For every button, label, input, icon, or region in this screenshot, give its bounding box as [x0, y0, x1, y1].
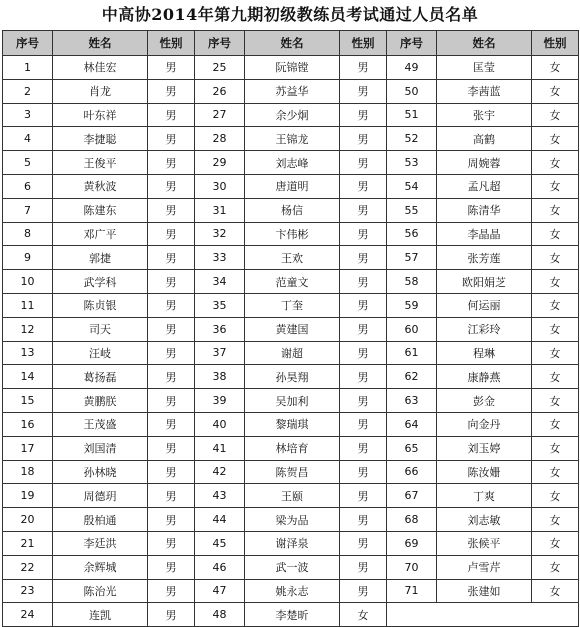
cell-name: 黄鹏朕	[53, 389, 148, 413]
cell-seq: 22	[3, 555, 53, 579]
cell-gender: 男	[148, 460, 195, 484]
cell-gender: 女	[532, 56, 579, 80]
cell-seq: 67	[387, 484, 437, 508]
cell-name: 邓广平	[53, 222, 148, 246]
cell-name: 武学科	[53, 270, 148, 294]
cell-name: 郭捷	[53, 246, 148, 270]
cell-gender: 女	[532, 579, 579, 603]
table-row	[3, 79, 579, 103]
cell-seq: 59	[387, 293, 437, 317]
table-row	[3, 603, 579, 627]
cell-seq: 2	[3, 79, 53, 103]
table-row	[3, 460, 579, 484]
cell-seq: 32	[195, 222, 245, 246]
cell-seq: 49	[387, 56, 437, 80]
cell-gender: 男	[340, 127, 387, 151]
cell-seq: 31	[195, 198, 245, 222]
cell-gender: 女	[532, 127, 579, 151]
cell-name: 王欢	[245, 246, 340, 270]
cell-name: 周婉蓉	[437, 151, 532, 175]
table-row	[3, 412, 579, 436]
cell-gender: 男	[148, 531, 195, 555]
cell-name: 司天	[53, 317, 148, 341]
cell-gender: 女	[532, 365, 579, 389]
cell-gender: 男	[148, 270, 195, 294]
cell-name: 陈汝姗	[437, 460, 532, 484]
cell-name: 李晶晶	[437, 222, 532, 246]
cell-gender: 男	[148, 365, 195, 389]
header-name: 姓名	[53, 31, 148, 56]
cell-name: 姚永志	[245, 579, 340, 603]
cell-seq: 60	[387, 317, 437, 341]
cell-seq: 28	[195, 127, 245, 151]
cell-gender: 女	[532, 222, 579, 246]
cell-gender: 男	[340, 293, 387, 317]
cell-gender: 男	[340, 56, 387, 80]
table-row	[3, 365, 579, 389]
cell-seq: 19	[3, 484, 53, 508]
cell-name: 汪岐	[53, 341, 148, 365]
cell-seq: 29	[195, 151, 245, 175]
cell-name: 苏益华	[245, 79, 340, 103]
table-row	[3, 222, 579, 246]
cell-name: 康静燕	[437, 365, 532, 389]
cell-seq: 21	[3, 531, 53, 555]
cell-gender: 男	[340, 508, 387, 532]
cell-gender: 女	[532, 79, 579, 103]
cell-seq: 45	[195, 531, 245, 555]
cell-seq: 54	[387, 174, 437, 198]
cell-seq: 46	[195, 555, 245, 579]
table-row	[3, 127, 579, 151]
table-row	[3, 508, 579, 532]
cell-gender: 女	[532, 508, 579, 532]
cell-gender: 男	[148, 555, 195, 579]
cell-gender: 男	[340, 151, 387, 175]
cell-gender: 男	[340, 341, 387, 365]
cell-gender: 男	[148, 579, 195, 603]
cell-name: 黎瑞琪	[245, 412, 340, 436]
table-row	[3, 293, 579, 317]
roster-table	[2, 30, 579, 627]
cell-gender: 男	[148, 127, 195, 151]
cell-seq: 68	[387, 508, 437, 532]
cell-name: 李茜蓝	[437, 79, 532, 103]
table-row	[3, 103, 579, 127]
cell-seq: 24	[3, 603, 53, 627]
cell-name: 武一波	[245, 555, 340, 579]
cell-name: 陈治光	[53, 579, 148, 603]
cell-gender: 女	[532, 412, 579, 436]
cell-gender: 男	[148, 246, 195, 270]
cell-seq: 9	[3, 246, 53, 270]
cell-gender: 女	[532, 389, 579, 413]
cell-name: 黄秋波	[53, 174, 148, 198]
header-row	[3, 31, 579, 56]
cell-gender: 男	[148, 341, 195, 365]
cell-name: 刘国清	[53, 436, 148, 460]
cell-name: 叶东祥	[53, 103, 148, 127]
cell-name: 葛扬磊	[53, 365, 148, 389]
cell-seq: 12	[3, 317, 53, 341]
cell-name: 彭金	[437, 389, 532, 413]
cell-gender: 女	[532, 436, 579, 460]
table-row	[3, 341, 579, 365]
table-row	[3, 484, 579, 508]
cell-gender: 男	[148, 508, 195, 532]
cell-name: 唐道明	[245, 174, 340, 198]
cell-gender: 男	[340, 365, 387, 389]
cell-seq: 35	[195, 293, 245, 317]
cell-seq: 8	[3, 222, 53, 246]
cell-gender: 男	[148, 389, 195, 413]
header-gender: 性别	[532, 31, 579, 56]
cell-gender: 男	[148, 317, 195, 341]
cell-name: 卢雪芹	[437, 555, 532, 579]
cell-name: 余辉城	[53, 555, 148, 579]
cell-name: 向金丹	[437, 412, 532, 436]
cell-seq: 33	[195, 246, 245, 270]
cell-name: 余少炯	[245, 103, 340, 127]
cell-name: 杨信	[245, 198, 340, 222]
cell-name: 孟凡超	[437, 174, 532, 198]
cell-seq: 6	[3, 174, 53, 198]
cell-name: 欧阳娟芝	[437, 270, 532, 294]
cell-gender: 女	[532, 341, 579, 365]
cell-name: 匡莹	[437, 56, 532, 80]
cell-gender: 男	[148, 79, 195, 103]
cell-name: 李廷洪	[53, 531, 148, 555]
header-seq: 序号	[387, 31, 437, 56]
cell-gender: 男	[148, 198, 195, 222]
table-row	[3, 389, 579, 413]
header-gender: 性别	[340, 31, 387, 56]
cell-gender: 男	[148, 174, 195, 198]
cell-seq: 41	[195, 436, 245, 460]
cell-seq: 53	[387, 151, 437, 175]
cell-seq: 27	[195, 103, 245, 127]
table-row	[3, 317, 579, 341]
cell-seq: 13	[3, 341, 53, 365]
cell-seq: 7	[3, 198, 53, 222]
cell-name: 王锦龙	[245, 127, 340, 151]
cell-gender: 男	[148, 412, 195, 436]
cell-seq: 48	[195, 603, 245, 627]
cell-gender: 男	[340, 460, 387, 484]
cell-seq: 39	[195, 389, 245, 413]
cell-name: 张芳莲	[437, 246, 532, 270]
cell-gender: 男	[148, 603, 195, 627]
cell-seq: 51	[387, 103, 437, 127]
page-title: 中高协2014年第九期初级教练员考试通过人员名单	[101, 5, 479, 24]
cell-gender: 男	[340, 317, 387, 341]
cell-name: 卞伟彬	[245, 222, 340, 246]
cell-name: 陈建东	[53, 198, 148, 222]
cell-seq: 23	[3, 579, 53, 603]
cell-name: 王颐	[245, 484, 340, 508]
cell-seq: 42	[195, 460, 245, 484]
cell-name: 张建如	[437, 579, 532, 603]
cell-name: 林佳宏	[53, 56, 148, 80]
cell-gender: 男	[340, 222, 387, 246]
cell-name: 张宇	[437, 103, 532, 127]
cell-seq: 70	[387, 555, 437, 579]
cell-seq: 43	[195, 484, 245, 508]
cell-gender: 男	[340, 270, 387, 294]
cell-gender: 男	[340, 484, 387, 508]
cell-seq: 16	[3, 412, 53, 436]
cell-seq: 50	[387, 79, 437, 103]
cell-gender: 女	[532, 460, 579, 484]
cell-seq: 15	[3, 389, 53, 413]
cell-name: 陈清华	[437, 198, 532, 222]
cell-gender: 男	[148, 293, 195, 317]
cell-seq: 57	[387, 246, 437, 270]
cell-seq: 5	[3, 151, 53, 175]
cell-name: 高鹤	[437, 127, 532, 151]
cell-name: 黄建国	[245, 317, 340, 341]
cell-seq: 52	[387, 127, 437, 151]
table-row	[3, 579, 579, 603]
cell-gender: 女	[340, 603, 387, 627]
header-seq: 序号	[3, 31, 53, 56]
cell-seq: 1	[3, 56, 53, 80]
cell-name: 张候平	[437, 531, 532, 555]
cell-seq: 47	[195, 579, 245, 603]
cell-name: 何运丽	[437, 293, 532, 317]
table-row	[3, 531, 579, 555]
cell-seq: 25	[195, 56, 245, 80]
cell-name: 丁爽	[437, 484, 532, 508]
cell-seq: 38	[195, 365, 245, 389]
cell-seq: 11	[3, 293, 53, 317]
cell-name: 李捷聪	[53, 127, 148, 151]
cell-seq: 58	[387, 270, 437, 294]
cell-name: 吴加利	[245, 389, 340, 413]
cell-name: 梁为品	[245, 508, 340, 532]
cell-gender: 男	[340, 103, 387, 127]
table-row	[3, 174, 579, 198]
cell-gender: 男	[148, 56, 195, 80]
cell-gender: 女	[532, 531, 579, 555]
cell-name: 孙昊翔	[245, 365, 340, 389]
cell-name: 程琳	[437, 341, 532, 365]
cell-gender: 女	[532, 246, 579, 270]
cell-name: 陈贺昌	[245, 460, 340, 484]
cell-gender: 男	[148, 222, 195, 246]
cell-seq: 55	[387, 198, 437, 222]
cell-name: 刘玉婷	[437, 436, 532, 460]
header-seq: 序号	[195, 31, 245, 56]
cell-name: 王俊平	[53, 151, 148, 175]
cell-gender: 男	[340, 389, 387, 413]
cell-gender: 女	[532, 198, 579, 222]
header-name: 姓名	[437, 31, 532, 56]
table-row	[3, 151, 579, 175]
cell-seq: 26	[195, 79, 245, 103]
cell-seq: 10	[3, 270, 53, 294]
header-name: 姓名	[245, 31, 340, 56]
cell-seq: 3	[3, 103, 53, 127]
cell-gender: 女	[532, 484, 579, 508]
cell-gender: 男	[148, 151, 195, 175]
table-row	[3, 198, 579, 222]
cell-seq: 44	[195, 508, 245, 532]
cell-gender: 男	[340, 555, 387, 579]
cell-gender: 男	[148, 436, 195, 460]
cell-seq: 4	[3, 127, 53, 151]
cell-name: 范童文	[245, 270, 340, 294]
cell-seq: 65	[387, 436, 437, 460]
cell-gender: 女	[532, 174, 579, 198]
cell-gender: 男	[340, 246, 387, 270]
cell-name: 林培育	[245, 436, 340, 460]
cell-seq: 66	[387, 460, 437, 484]
cell-name: 刘志敏	[437, 508, 532, 532]
cell-seq: 17	[3, 436, 53, 460]
cell-name: 连凯	[53, 603, 148, 627]
cell-seq: 30	[195, 174, 245, 198]
cell-gender: 女	[532, 103, 579, 127]
table-row	[3, 270, 579, 294]
cell-seq: 61	[387, 341, 437, 365]
cell-gender: 男	[340, 436, 387, 460]
cell-seq: 37	[195, 341, 245, 365]
cell-seq: 36	[195, 317, 245, 341]
cell-gender: 男	[340, 79, 387, 103]
table-row	[3, 56, 579, 80]
cell-name: 孙林晓	[53, 460, 148, 484]
cell-name: 殷柏通	[53, 508, 148, 532]
cell-seq: 40	[195, 412, 245, 436]
empty-cell	[387, 603, 579, 627]
cell-gender: 女	[532, 151, 579, 175]
cell-gender: 男	[340, 531, 387, 555]
cell-name: 江彩玲	[437, 317, 532, 341]
cell-seq: 56	[387, 222, 437, 246]
cell-seq: 63	[387, 389, 437, 413]
cell-name: 阮锦镗	[245, 56, 340, 80]
cell-seq: 18	[3, 460, 53, 484]
cell-name: 刘志峰	[245, 151, 340, 175]
cell-gender: 女	[532, 293, 579, 317]
table-row	[3, 246, 579, 270]
cell-gender: 女	[532, 270, 579, 294]
cell-name: 谢泽泉	[245, 531, 340, 555]
cell-name: 陈贞银	[53, 293, 148, 317]
cell-seq: 34	[195, 270, 245, 294]
header-gender: 性别	[148, 31, 195, 56]
cell-gender: 男	[148, 484, 195, 508]
cell-seq: 14	[3, 365, 53, 389]
cell-name: 肖龙	[53, 79, 148, 103]
cell-gender: 男	[340, 174, 387, 198]
cell-gender: 男	[148, 103, 195, 127]
cell-seq: 62	[387, 365, 437, 389]
cell-seq: 64	[387, 412, 437, 436]
cell-gender: 男	[340, 579, 387, 603]
cell-seq: 69	[387, 531, 437, 555]
cell-gender: 女	[532, 317, 579, 341]
cell-name: 周德玥	[53, 484, 148, 508]
table-row	[3, 555, 579, 579]
cell-name: 谢超	[245, 341, 340, 365]
cell-gender: 男	[340, 198, 387, 222]
cell-gender: 男	[340, 412, 387, 436]
cell-seq: 71	[387, 579, 437, 603]
cell-name: 李楚昕	[245, 603, 340, 627]
cell-name: 丁奎	[245, 293, 340, 317]
cell-seq: 20	[3, 508, 53, 532]
cell-name: 王茂盛	[53, 412, 148, 436]
table-row	[3, 436, 579, 460]
cell-gender: 女	[532, 555, 579, 579]
